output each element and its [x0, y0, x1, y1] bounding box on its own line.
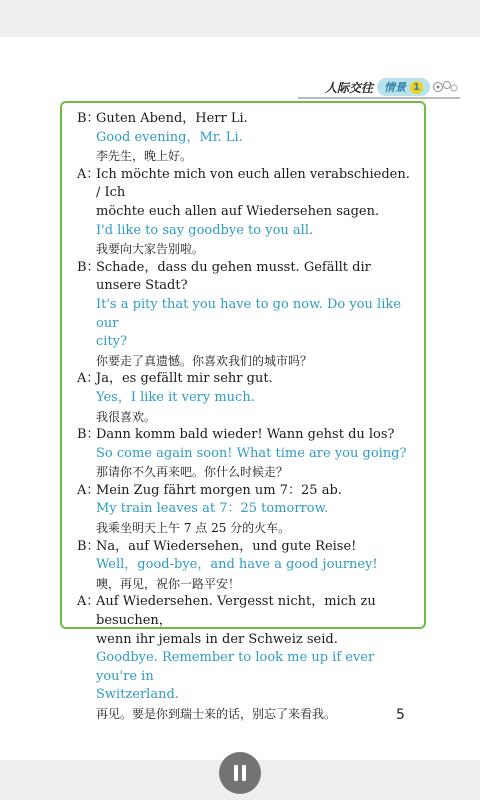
dialog-entry: [77, 593, 413, 723]
german-line: Dann komm bald wieder! Wann gehst du los?: [96, 427, 395, 443]
chinese-line: 再见。要是你到瑞士来的话，别忘了来看我。: [96, 707, 337, 721]
header-rule: [298, 97, 460, 99]
chinese-line: 我乘坐明天上午 7 点 25 分的火车。: [96, 521, 291, 536]
english-line: Yes，I like it very much.: [96, 389, 255, 405]
german-line: Ja，es gefällt mir sehr gut.: [96, 371, 273, 387]
pause-icon-bar: [242, 765, 246, 781]
flower-decoration-icon: [432, 78, 458, 96]
german-line: Guten Abend，Herr Li.: [96, 111, 248, 126]
english-line: It's a pity that you have to go now. Do you like our: [96, 296, 401, 331]
speaker-label: A：: [77, 594, 100, 610]
german-line: wenn ihr jemals in der Schweiz seid.: [96, 631, 338, 647]
speaker-label: A：: [77, 166, 100, 182]
chinese-line: 噢，再见，祝你一路平安！: [96, 576, 241, 591]
german-line: Auf Wiedersehen. Vergesst nicht，mich zu besuchen，: [96, 594, 376, 629]
chapter-title: 人际交往: [324, 80, 373, 95]
english-line: Goodbye. Remember to look me up if ever you're in: [96, 650, 375, 684]
scene-label: 情景: [384, 81, 406, 94]
english-line: So come again soon! What time are you going?: [96, 445, 407, 461]
dialog-entry: [77, 426, 413, 482]
speaker-label: B：: [77, 427, 100, 443]
english-line: Well，good-bye，and have a good journey!: [96, 557, 378, 573]
english-line: My train leaves at 7：25 tomorrow.: [96, 501, 329, 517]
english-line: Switzerland.: [96, 687, 179, 703]
top-status-bar: [0, 0, 480, 37]
chinese-line: 李先生，晚上好。: [96, 149, 193, 164]
german-line: Ich möchte mich von euch allen verabschieden. / Ich: [96, 166, 410, 201]
dialog-entry: [77, 370, 413, 426]
pause-button[interactable]: [219, 752, 261, 794]
german-line: möchte euch allen auf Wiedersehen sagen.: [96, 203, 380, 219]
crescent-moon-icon: [404, 699, 430, 729]
english-line: city?: [96, 334, 127, 350]
german-line: Na，auf Wiedersehen，und gute Reise!: [96, 538, 357, 554]
page-number: 5: [396, 707, 405, 723]
dialog-entry: [77, 166, 413, 259]
dialog-entry: [77, 538, 413, 594]
german-line: Schade，dass du gehen musst. Gefällt dir unsere Stadt?: [96, 259, 371, 294]
speaker-label: B：: [77, 538, 100, 554]
dialog-entry: [77, 259, 413, 371]
dialog-entry: [77, 482, 413, 538]
speaker-label: A：: [77, 482, 100, 498]
scene-number: 1: [410, 81, 423, 94]
speaker-label: B：: [77, 259, 100, 275]
dialog-entry: [77, 110, 413, 166]
chinese-line: 你要走了真遗憾。你喜欢我们的城市吗？: [96, 353, 313, 368]
chinese-line: 那请你不久再来吧。你什么时候走？: [96, 465, 289, 480]
german-line: Mein Zug fährt morgen um 7：25 ab.: [96, 482, 342, 498]
speaker-label: A：: [77, 371, 100, 387]
chinese-line: 我很喜欢。: [96, 409, 157, 424]
chinese-line: 我要向大家告别啦。: [96, 242, 205, 257]
pause-icon-bar: [234, 765, 238, 781]
english-line: Good evening，Mr. Li.: [96, 129, 243, 145]
scene-badge: [377, 78, 430, 96]
speaker-label: B：: [77, 111, 100, 126]
dialog-content: [77, 110, 413, 724]
chapter-header: [325, 76, 458, 98]
english-line: I'd like to say goodbye to you all.: [96, 222, 314, 238]
